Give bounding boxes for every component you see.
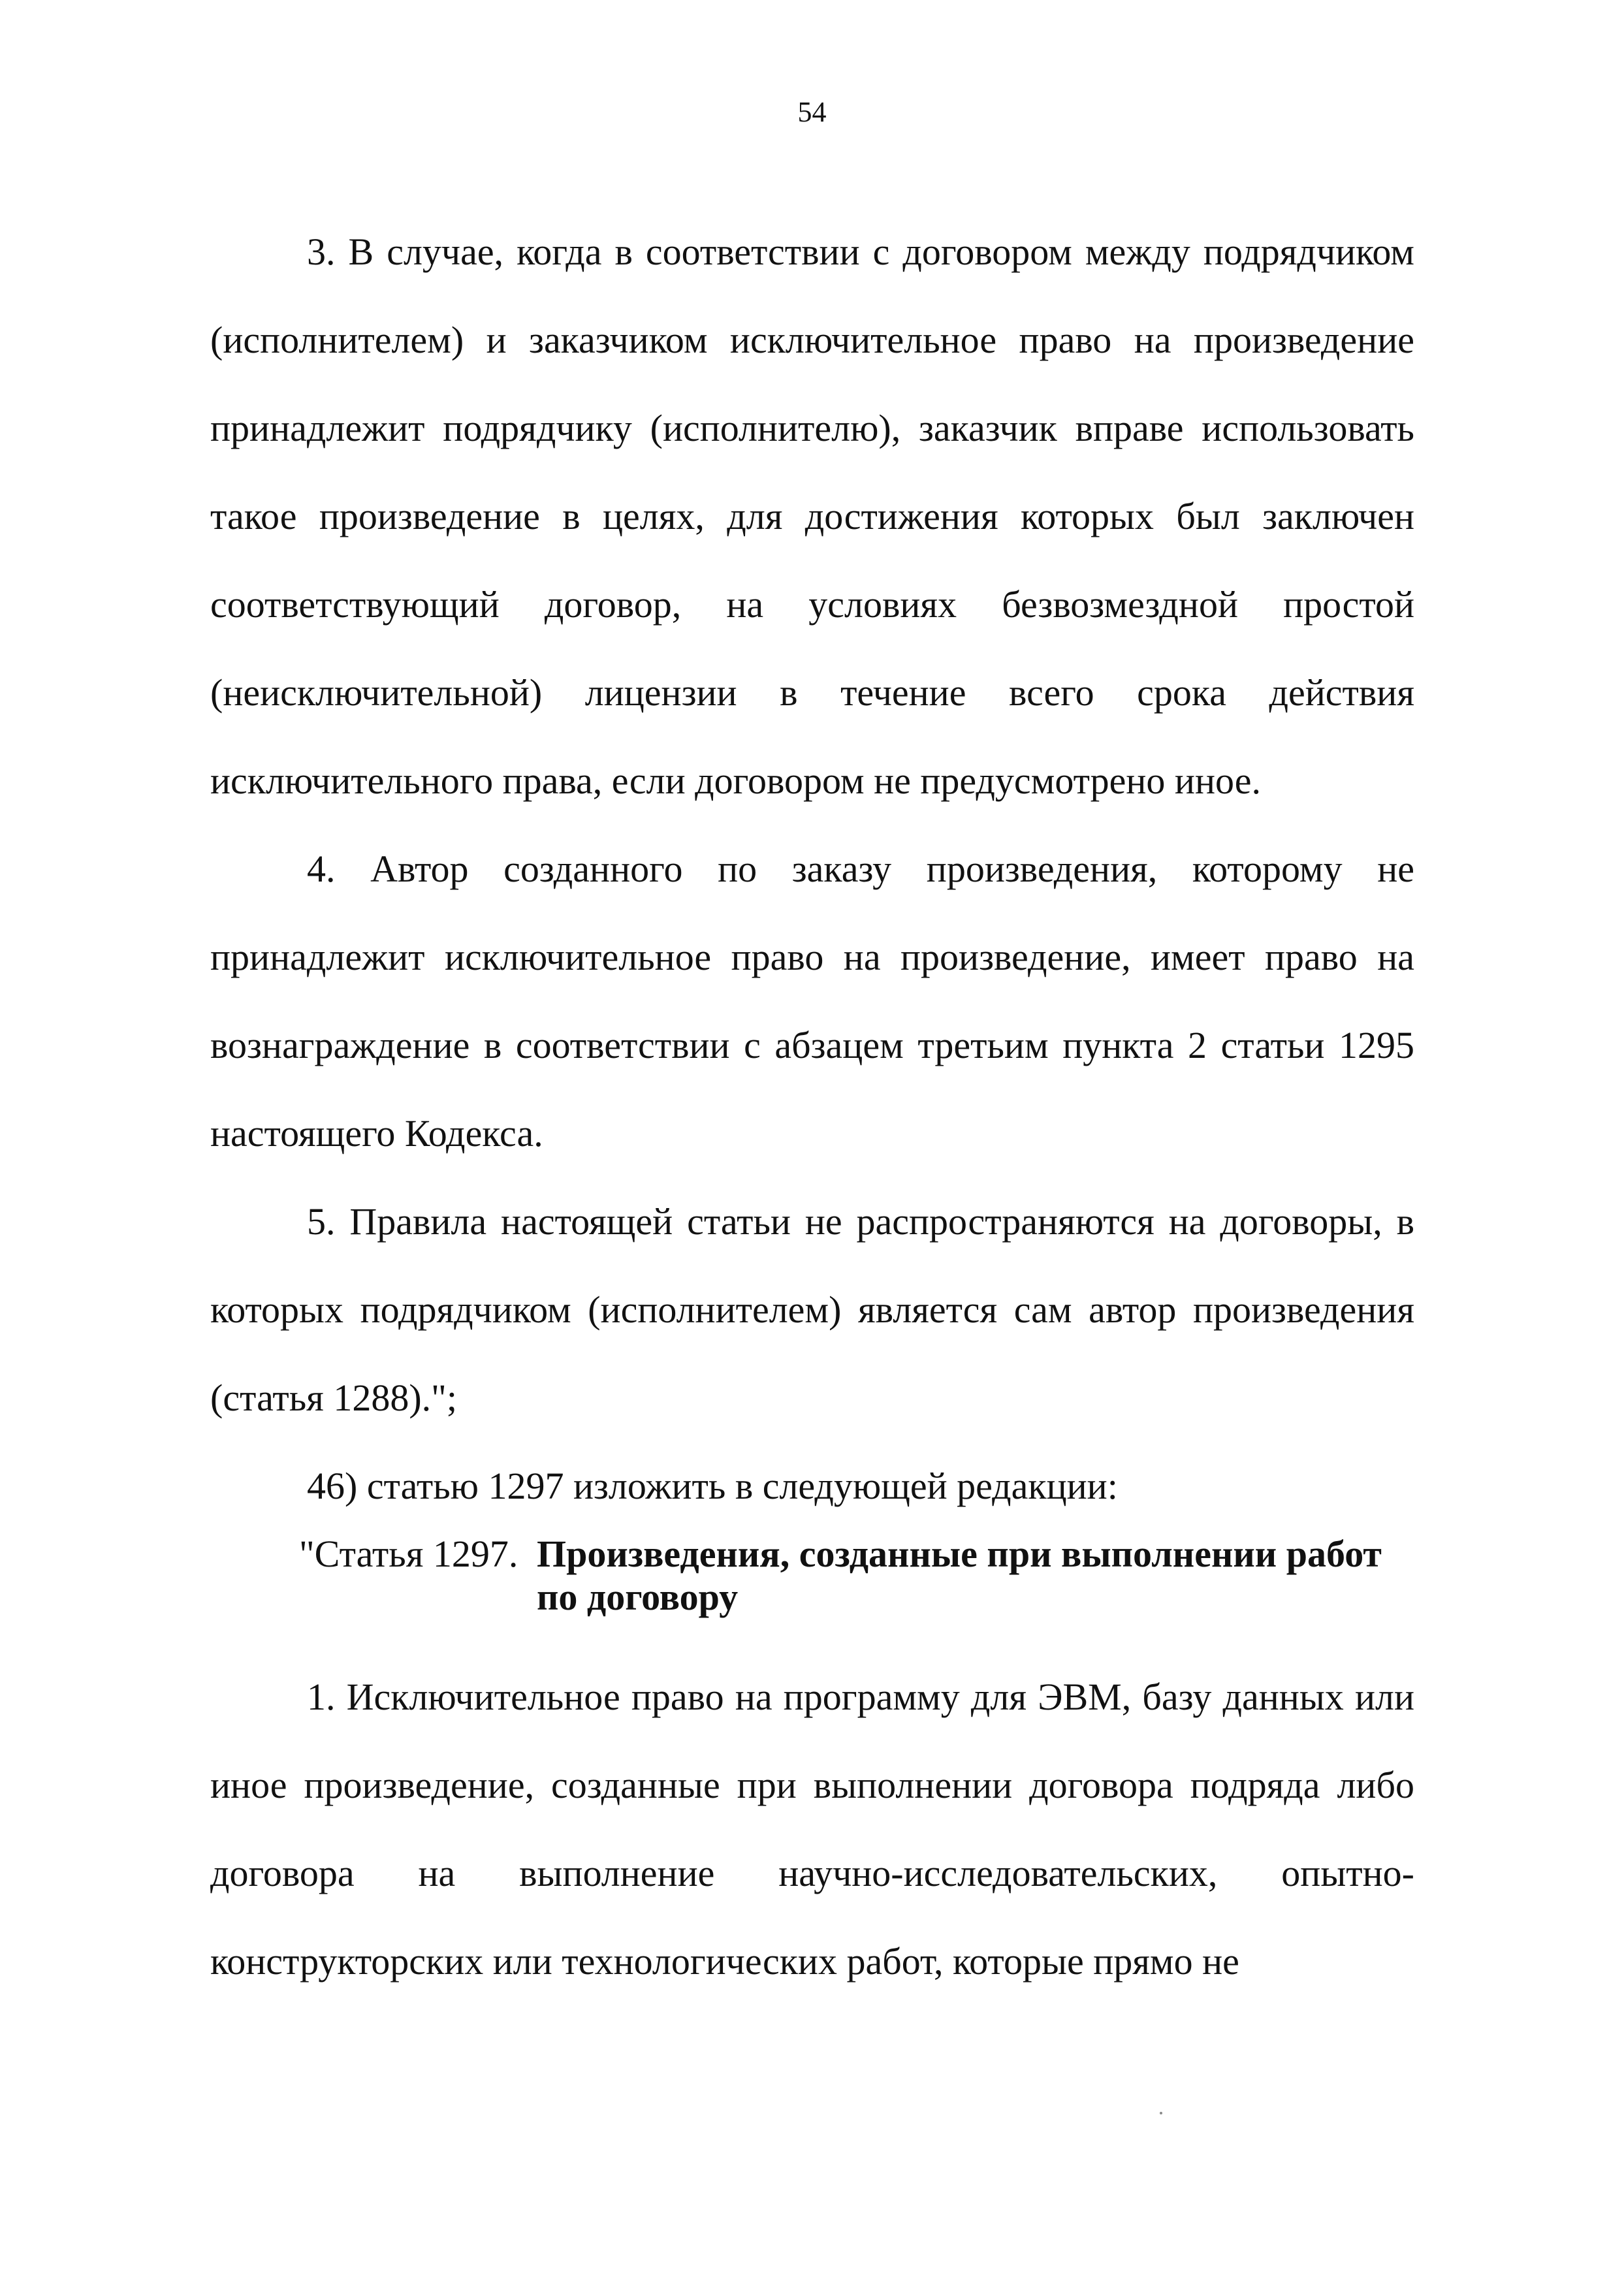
article-paragraph-1: 1. Исключительное право на программу для ЭВМ, базу данных или иное произведение, созданные при выполнении договора подряда либо договора на выполнение научно-исследовательских, опытно-конструкторских или технологических работ, которые прямо не xyxy=(210,1676,1414,1983)
article-title-continuation: по договору xyxy=(537,1576,739,1618)
amendment-paragraph-46: 46) статью 1297 изложить в следующей редакции: xyxy=(307,1465,1118,1507)
document-body xyxy=(210,208,1414,2005)
paragraph-item-4: 4. Автор созданного по заказу произведения, которому не принадлежит исключительное право на произведение, имеет право на вознаграждение в соответствии с абзацем третьим пункта 2 статьи 1295 настоящего Кодекса. xyxy=(210,848,1414,1155)
paragraph-item-3: 3. В случае, когда в соответствии с договором между подрядчиком (исполнителем) и заказчиком исключительное право на произведение принадлежит подрядчику (исполнителю), заказчик вправе использовать такое произведение в целях, для достижения которых был заключен соответствующий договор, на условиях безвозмездной простой (неисключительной) лицензии в течение всего срока действия исключительного права, если договором не предусмотрено иное. xyxy=(210,231,1414,802)
page-number: 54 xyxy=(797,96,827,128)
paragraph-item-5: 5. Правила настоящей статьи не распространяются на договоры, в которых подрядчиком (исполнителем) является сам автор произведения (статья 1288)."; xyxy=(210,1200,1414,1419)
article-heading xyxy=(210,1530,1414,1653)
article-title: Произведения, созданные при выполнении работ xyxy=(537,1533,1382,1575)
article-number: "Статья 1297. xyxy=(299,1533,518,1575)
scan-artifact-dot xyxy=(1160,2112,1162,2114)
